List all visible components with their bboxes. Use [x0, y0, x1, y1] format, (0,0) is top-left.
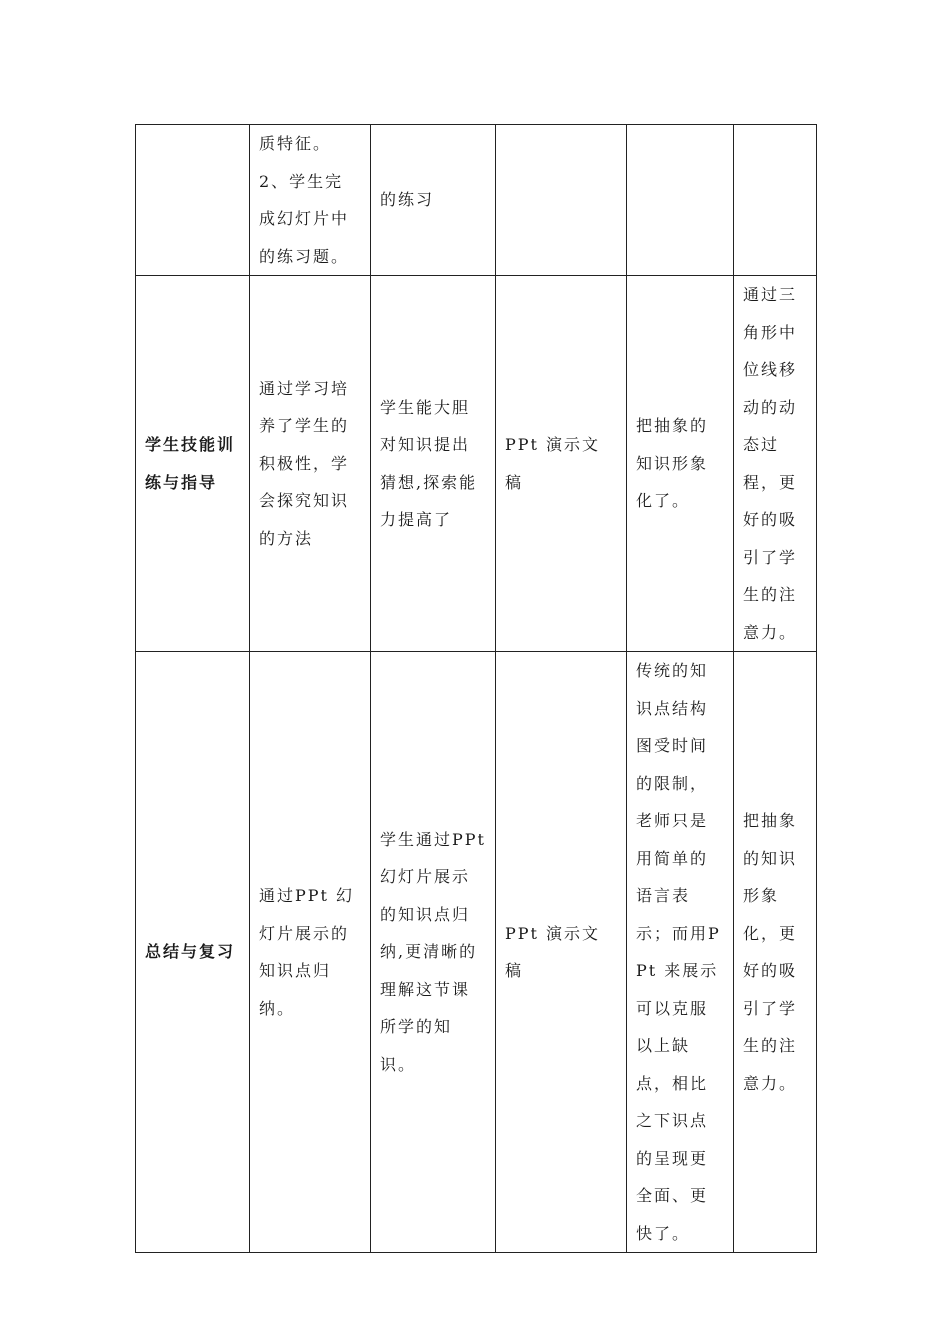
- reason-cell: 传统的知识点结构图受时间的限制，老师只是用简单的语言表示；而用PPt 来展示可以克服以上缺点，相比之下识点的呈现更全面、更快了。: [627, 652, 734, 1253]
- media-cell: PPt 演示文稿: [496, 652, 627, 1253]
- effect-cell: 学生能大胆对知识提出猜想,探索能力提高了: [371, 276, 496, 652]
- effect-cell: 的练习: [371, 125, 496, 276]
- lesson-design-table: [135, 124, 817, 1253]
- reason-cell: 把抽象的知识形象化了。: [627, 276, 734, 652]
- result-cell: 把抽象的知识形象化，更好的吸引了学生的注意力。: [734, 652, 817, 1253]
- objective-cell: 质特征。 2、学生完成幻灯片中的练习题。: [250, 125, 371, 276]
- objective-cell: 通过PPt 幻灯片展示的知识点归纳。: [250, 652, 371, 1253]
- stage-cell: [136, 125, 250, 276]
- table-row: [136, 125, 817, 276]
- result-cell: [734, 125, 817, 276]
- stage-cell: 学生技能训练与指导: [136, 276, 250, 652]
- table-row: [136, 276, 817, 652]
- media-cell: [496, 125, 627, 276]
- reason-cell: [627, 125, 734, 276]
- table-row: [136, 652, 817, 1253]
- objective-cell: 通过学习培养了学生的积极性，学会探究知识的方法: [250, 276, 371, 652]
- stage-cell: 总结与复习: [136, 652, 250, 1253]
- media-cell: PPt 演示文稿: [496, 276, 627, 652]
- effect-cell: 学生通过PPt 幻灯片展示的知识点归纳,更清晰的理解这节课所学的知识。: [371, 652, 496, 1253]
- result-cell: 通过三角形中位线移动的动态过程，更好的吸引了学生的注意力。: [734, 276, 817, 652]
